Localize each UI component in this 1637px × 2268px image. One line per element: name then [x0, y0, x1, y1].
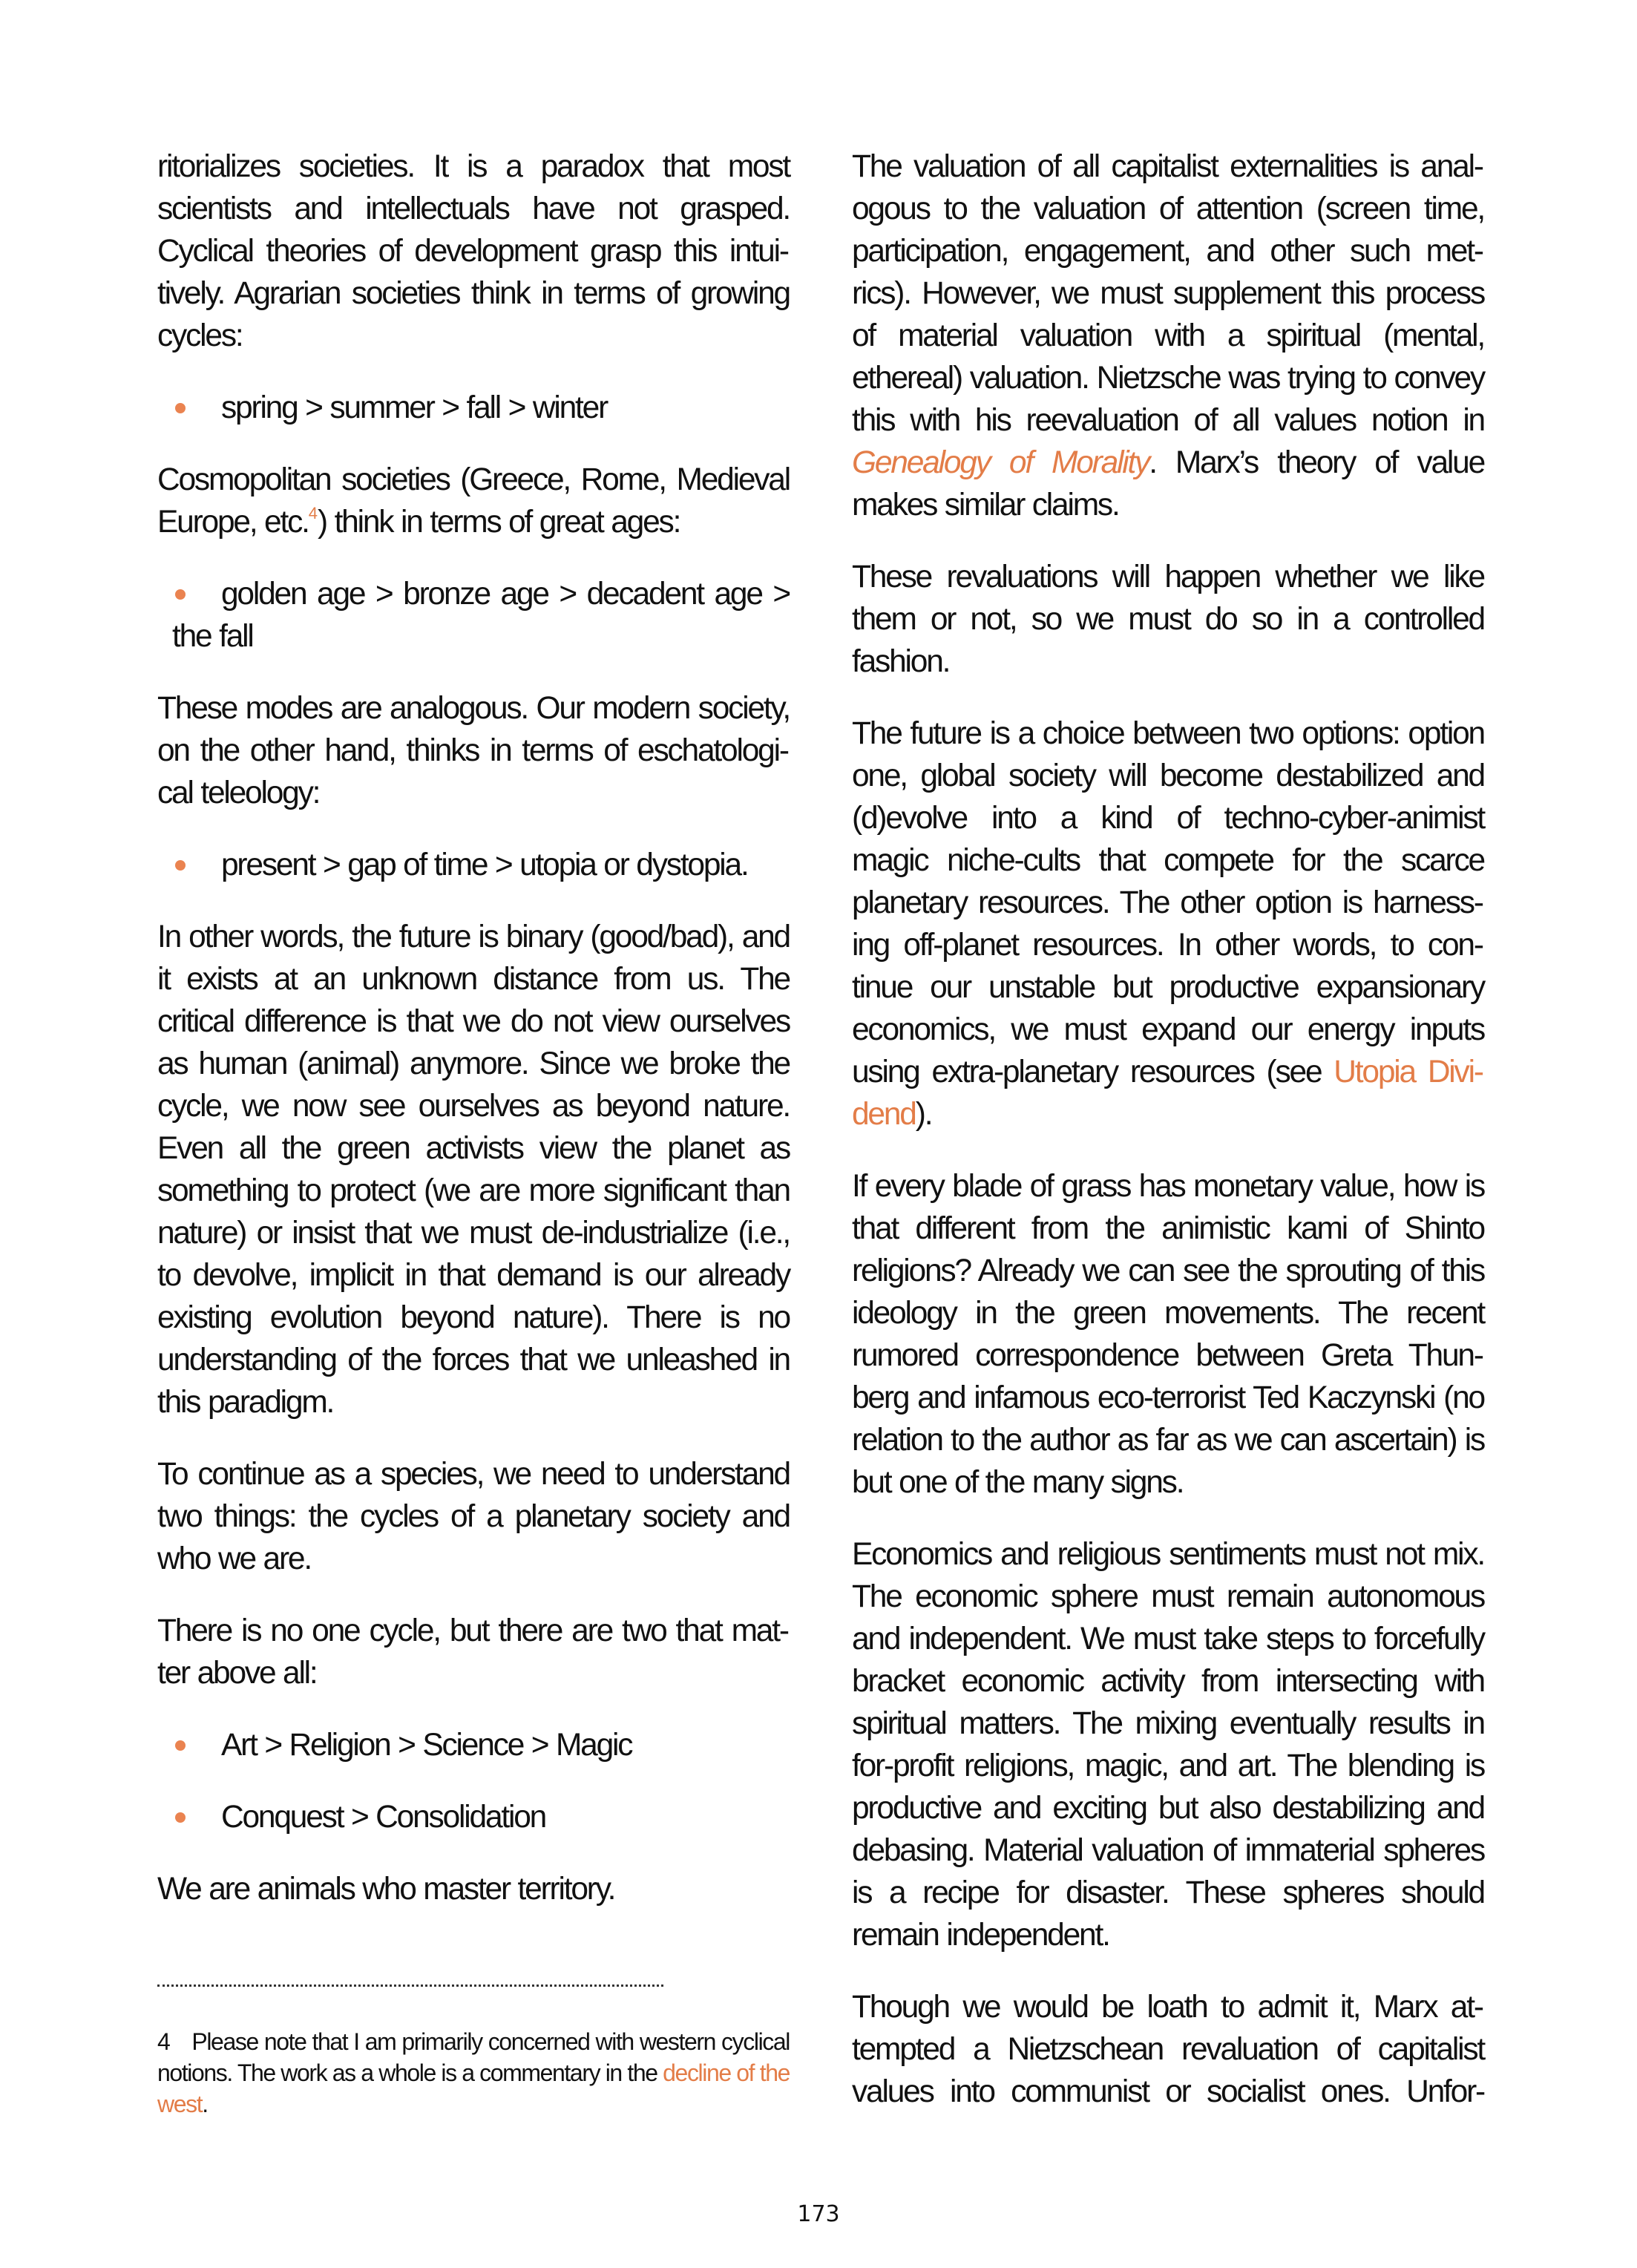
bullet-dot-icon — [175, 589, 186, 600]
list-item-text: spring > summer > fall > winter — [221, 390, 608, 425]
paragraph — [852, 712, 1484, 1135]
footnote-trailing: . — [202, 2091, 208, 2117]
footnote-divider — [157, 1984, 663, 1987]
list-item — [157, 387, 790, 429]
bullet-dot-icon — [175, 403, 186, 413]
paragraph-text: The valuation of all capitalist externalities is analogous to the valuation of attention (screen time, participation, engagement, and other such metrics). However, we must supplement this process of material valuation with a spiritual (mental, ethereal) valuation. Nietzsche was trying to convey this with his reevaluation of all values notion in — [852, 149, 1484, 438]
list-item — [157, 844, 790, 886]
paragraph: We are animals who master territory. — [157, 1872, 615, 1907]
footnote-text: Please note that I am primarily concerned with western cyclical notions. The work as a whole is a commentary in the — [157, 2028, 790, 2086]
bullet-dot-icon — [175, 1812, 186, 1823]
left-column — [157, 145, 790, 1940]
right-column — [852, 145, 1484, 2143]
list-item-text: Art > Religion > Science > Magic — [221, 1728, 632, 1763]
list-item-text: present > gap of time > utopia or dystopia. — [221, 848, 748, 882]
paragraph: These revaluations will happen whether we like them or not, so we must do so in a controlled fashion. — [852, 560, 1484, 679]
bullet-dot-icon — [175, 860, 186, 871]
genealogy-of-morality-link[interactable]: Genealogy of Morality — [852, 445, 1149, 480]
paragraph-text: . Marx’s theory of value makes similar claims. — [852, 445, 1485, 522]
list-item-text: golden age > bronze age > decadent age > — [221, 577, 790, 612]
bullet-dot-icon — [175, 1740, 186, 1751]
paragraph-text: Cosmopolitan societies (Greece, Rome, Medieval Europe, etc. — [157, 462, 790, 540]
footnote-reference-link[interactable]: 4 — [308, 504, 318, 522]
paragraph: To continue as a species, we need to understand two things: the cycles of a planetary society and who we are. — [157, 1457, 790, 1576]
paragraph-text: The future is a choice between two options: option one, global society will become destabilized and (d)evolve into a kind of techno-cyber-animist magic niche-cults that compete for the scarce planetary resources. The other option is harnessing off-planet resources. In other words, to continue our unstable but productive expansionary economics, we must expand our energy inputs using extra-planetary resources (see — [852, 716, 1484, 1089]
list-item — [157, 1796, 790, 1838]
paragraph: If every blade of grass has monetary value, how is that different from the animistic kami of Shinto religions? Already we can see the sprouting of this ideology in the green movements. The recent rumored correspondence between Greta Thunberg and infamous eco-terrorist Ted Kaczynski (no relation to the author as far as we can ascertain) is but one of the many signs. — [852, 1169, 1484, 1500]
list-item — [157, 1724, 790, 1766]
page-number: 173 — [797, 2201, 840, 2227]
paragraph — [852, 145, 1484, 526]
paragraph-text: ). — [915, 1097, 932, 1132]
list-item-text: Conquest > Consolidation — [221, 1800, 546, 1835]
paragraph: ritorializes societies. It is a paradox that most scientists and intellectuals have not grasped. Cyclical theories of development grasp this intuitively. Agrarian societies think in terms of growing cycles: — [157, 149, 790, 353]
paragraph — [157, 459, 790, 543]
utopia-dividend-link[interactable]: Utopia Dividend — [852, 1055, 1484, 1132]
paragraph: There is no one cycle, but there are two that matter above all: — [157, 1613, 790, 1691]
list-item — [157, 573, 790, 658]
list-item-text-continuation: the fall — [172, 619, 253, 654]
paragraph: These modes are analogous. Our modern society, on the other hand, thinks in terms of eschatological teleology: — [157, 691, 790, 810]
footnote-link[interactable]: decline of the west — [157, 2059, 790, 2117]
footnote — [157, 2026, 790, 2120]
paragraph-text: ) think in terms of great ages: — [318, 505, 680, 540]
paragraph: Though we would be loath to admit it, Marx attempted a Nietzschean revaluation of capitalist values into communist or socialist ones. Unfor- — [852, 1990, 1484, 2109]
footnote-number: 4 — [157, 2028, 170, 2055]
paragraph: In other words, the future is binary (good/bad), and it exists at an unknown distance from us. The critical difference is that we do not view ourselves as human (animal) anymore. Since we broke the cycle, we now see ourselves as beyond nature. Even all the green activists view the planet as something to protect (we are more significant than nature) or insist that we must de-industrialize (i.e., to devolve, implicit in that demand is our already existing evolution beyond nature). There is no understanding of the forces that we unleashed in this paradigm. — [157, 920, 790, 1420]
paragraph: Economics and religious sentiments must not mix. The economic sphere must remain autonomous and independent. We must take steps to forcefully bracket economic activity from intersecting with spiritual matters. The mixing eventually results in for-profit religions, magic, and art. The blending is productive and exciting but also destabilizing and debasing. Material valuation of immaterial spheres is a recipe for disaster. These spheres should remain independent. — [852, 1537, 1484, 1953]
